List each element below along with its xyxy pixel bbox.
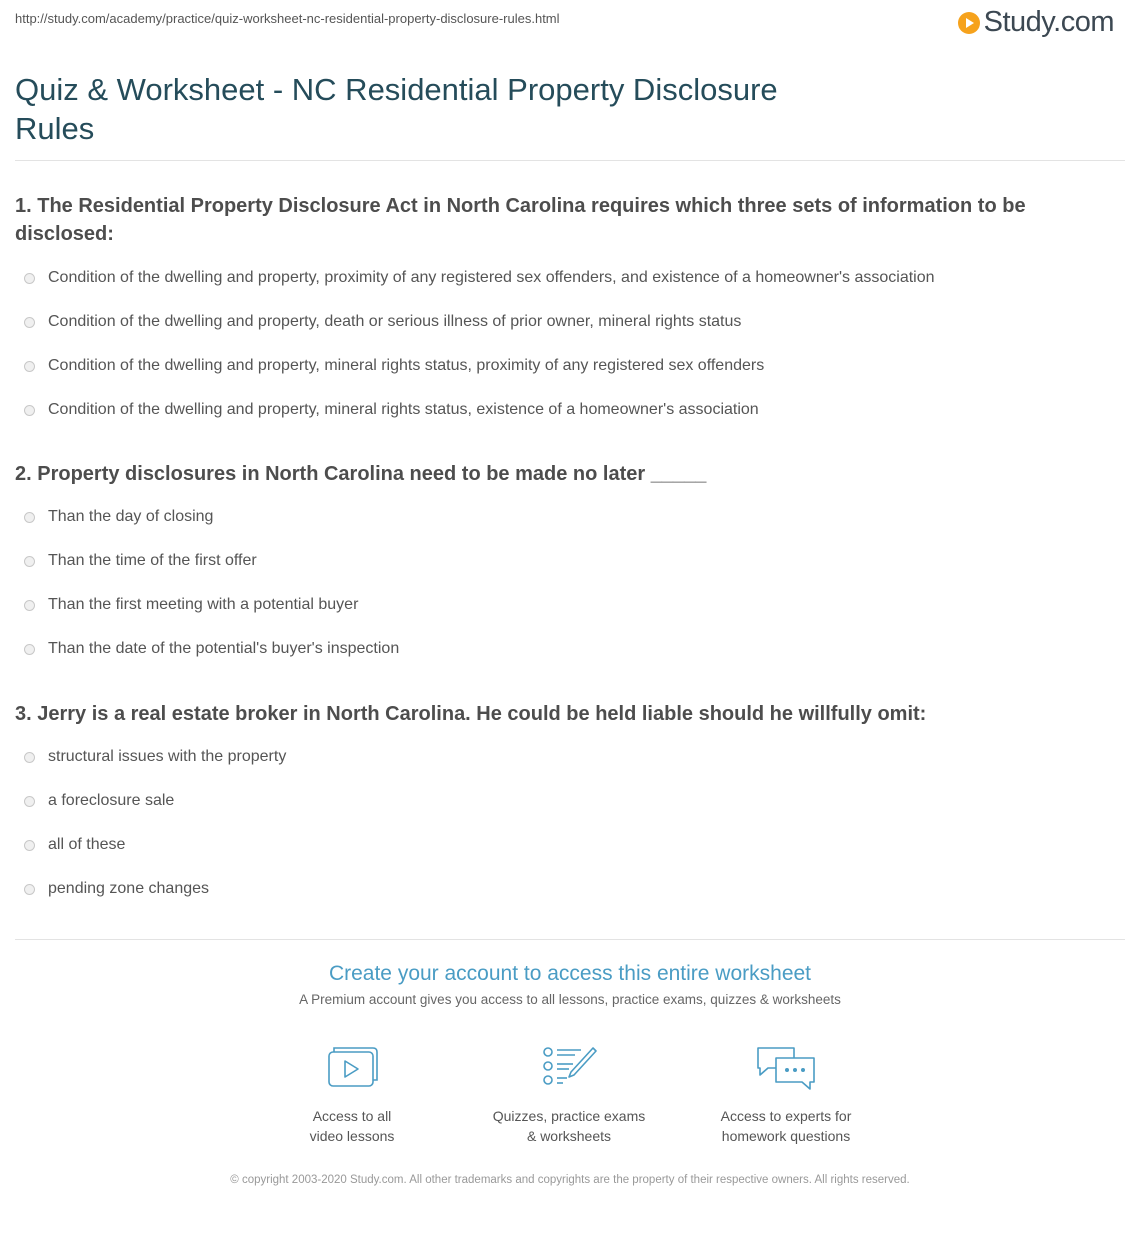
radio-icon[interactable] <box>24 361 35 372</box>
radio-icon[interactable] <box>24 840 35 851</box>
feature-label <box>479 1106 659 1146</box>
answer-text: Condition of the dwelling and property, mineral rights status, existence of a homeowner's association <box>48 401 759 418</box>
logo-text: Study.com <box>983 6 1114 38</box>
feature-label <box>262 1106 442 1146</box>
answer-text: Than the date of the potential's buyer's inspection <box>48 640 400 657</box>
feature-label-line: Access to all <box>312 1108 392 1124</box>
answer-option[interactable] <box>15 344 1105 388</box>
answer-text: Than the day of closing <box>48 508 214 525</box>
answer-list <box>15 495 1105 671</box>
feature-label-line: Access to experts for <box>720 1108 852 1124</box>
answer-text: all of these <box>48 836 126 853</box>
play-logo-icon <box>958 12 980 34</box>
answer-option[interactable] <box>15 495 1105 539</box>
feature-label-line: & worksheets <box>526 1128 612 1144</box>
answer-option[interactable] <box>15 867 1105 911</box>
radio-icon[interactable] <box>24 317 35 328</box>
answer-list <box>15 735 1105 911</box>
divider <box>15 160 1125 161</box>
answer-text: Condition of the dwelling and property, proximity of any registered sex offenders, and existence of a homeowner's association <box>48 269 935 286</box>
answer-text: Than the first meeting with a potential buyer <box>48 596 359 613</box>
answer-option[interactable] <box>15 779 1105 823</box>
feature-label <box>696 1106 876 1146</box>
answer-text: Condition of the dwelling and property, death or serious illness of prior owner, mineral rights status <box>48 313 742 330</box>
quiz-checklist-icon <box>541 1044 597 1090</box>
page-title: Quiz & Worksheet - NC Residential Property Disclosure Rules <box>15 72 778 146</box>
feature-video-lessons <box>262 1044 442 1146</box>
signup-cta <box>0 962 1140 1007</box>
radio-icon[interactable] <box>24 405 35 416</box>
study-logo[interactable] <box>958 6 1114 39</box>
question-3 <box>15 700 1105 911</box>
question-text: 3. Jerry is a real estate broker in North Carolina. He could be held liable should he willfully omit: <box>15 703 927 725</box>
radio-icon[interactable] <box>24 644 35 655</box>
answer-text: a foreclosure sale <box>48 792 175 809</box>
radio-icon[interactable] <box>24 273 35 284</box>
radio-icon[interactable] <box>24 600 35 611</box>
video-lessons-icon <box>326 1044 378 1090</box>
radio-icon[interactable] <box>24 512 35 523</box>
answer-option[interactable] <box>15 735 1105 779</box>
answer-option[interactable] <box>15 539 1105 583</box>
feature-quizzes <box>479 1044 659 1146</box>
question-text: 2. Property disclosures in North Carolina need to be made no later _____ <box>15 463 707 485</box>
page-url: http://study.com/academy/practice/quiz-worksheet-nc-residential-property-disclosure-rules.html <box>15 11 560 26</box>
answer-option[interactable] <box>15 583 1105 627</box>
feature-label-line: homework questions <box>721 1128 851 1144</box>
divider <box>15 939 1125 940</box>
question-1 <box>15 192 1105 432</box>
question-text: 1. The Residential Property Disclosure Act in North Carolina requires which three sets of information to be disclosed: <box>15 195 1026 245</box>
answer-list <box>15 256 1105 432</box>
feature-experts <box>696 1044 876 1146</box>
radio-icon[interactable] <box>24 752 35 763</box>
feature-label-line: Quizzes, practice exams <box>492 1108 646 1124</box>
question-2 <box>15 460 1105 671</box>
radio-icon[interactable] <box>24 884 35 895</box>
answer-text: structural issues with the property <box>48 748 287 765</box>
answer-option[interactable] <box>15 256 1105 300</box>
chat-bubbles-icon <box>754 1044 818 1092</box>
answer-option[interactable] <box>15 823 1105 867</box>
answer-text: Condition of the dwelling and property, mineral rights status, proximity of any registered sex offenders <box>48 357 765 374</box>
radio-icon[interactable] <box>24 556 35 567</box>
cta-subtitle: A Premium account gives you access to all lessons, practice exams, quizzes & worksheets <box>299 992 841 1007</box>
answer-text: pending zone changes <box>48 880 210 897</box>
answer-option[interactable] <box>15 300 1105 344</box>
answer-option[interactable] <box>15 627 1105 671</box>
copyright-footer: © copyright 2003-2020 Study.com. All other trademarks and copyrights are the property of their respective owners. All rights reserved. <box>230 1174 910 1186</box>
answer-option[interactable] <box>15 388 1105 432</box>
radio-icon[interactable] <box>24 796 35 807</box>
cta-title-link[interactable]: Create your account to access this entire worksheet <box>328 962 812 985</box>
feature-label-line: video lessons <box>309 1128 395 1144</box>
answer-text: Than the time of the first offer <box>48 552 257 569</box>
